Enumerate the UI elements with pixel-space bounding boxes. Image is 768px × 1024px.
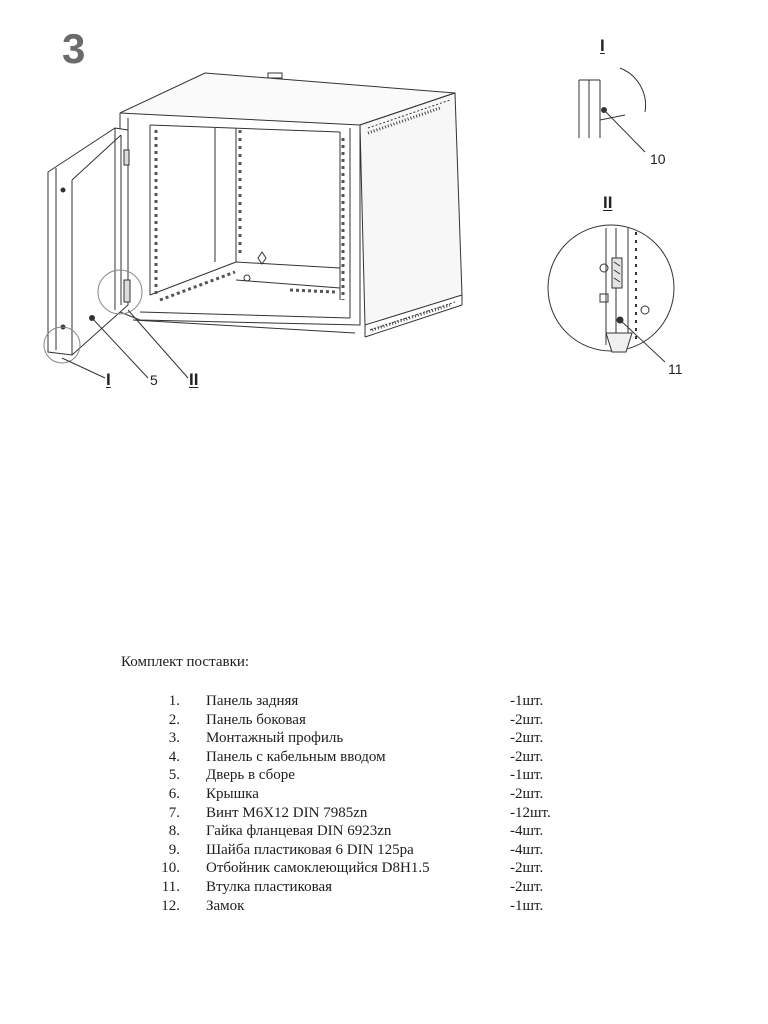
item-name: Шайба пластиковая 6 DIN 125pa (206, 841, 414, 858)
item-quantity: -2шт. (510, 711, 544, 728)
detail-two-ref: II (189, 370, 199, 389)
callout-5: 5 (150, 372, 158, 388)
cabinet-assembly-drawing (0, 0, 768, 420)
item-name: Дверь в сборе (206, 767, 295, 784)
item-number: 10. (161, 860, 180, 877)
item-quantity: -2шт. (510, 730, 544, 747)
item-name: Крышка (206, 785, 259, 802)
detail-two-title: II (603, 193, 613, 212)
item-number: 6. (168, 785, 180, 802)
item-number: 5. (168, 767, 180, 784)
item-quantity: -1шт. (510, 693, 544, 709)
list-item (150, 785, 580, 804)
list-item (150, 711, 580, 730)
item-number: 3. (168, 730, 180, 747)
item-quantity: -2шт. (510, 878, 544, 895)
item-name: Втулка пластиковая (206, 878, 333, 895)
delivery-set-list (150, 692, 580, 915)
item-name: Панель боковая (206, 711, 306, 728)
detail-one-title: I (600, 36, 605, 55)
item-name: Панель с кабельным вводом (206, 748, 386, 765)
item-quantity: -4шт. (510, 841, 544, 858)
item-quantity: -2шт. (510, 748, 544, 765)
item-number: 1. (168, 693, 180, 709)
list-item (150, 822, 580, 841)
item-number: 8. (168, 823, 180, 840)
delivery-set-title: Комплект поставки: (121, 654, 250, 670)
item-name: Монтажный профиль (206, 730, 344, 747)
item-number: 4. (168, 748, 180, 765)
list-item (150, 897, 580, 916)
item-quantity: -4шт. (510, 823, 544, 840)
item-quantity: -12шт. (510, 804, 551, 821)
list-item (150, 766, 580, 785)
callout-11: 11 (668, 361, 683, 377)
step-number: 3 (62, 25, 86, 72)
item-number: 9. (168, 841, 180, 858)
item-number: 12. (161, 897, 180, 914)
item-name: Винт М6Х12 DIN 7985zn (206, 804, 368, 821)
item-quantity: -2шт. (510, 785, 544, 802)
mounting-profile-holes (156, 130, 343, 300)
list-item (150, 692, 580, 711)
item-number: 11. (161, 878, 180, 895)
item-name: Панель задняя (206, 693, 299, 709)
list-item (150, 748, 580, 767)
detail-two-drawing (548, 225, 674, 362)
item-name: Замок (206, 897, 245, 914)
list-item (150, 859, 580, 878)
callout-10: 10 (650, 151, 666, 167)
item-quantity: -1шт. (510, 767, 544, 784)
list-item (150, 841, 580, 860)
item-name: Отбойник самоклеющийся D8H1.5 (206, 860, 430, 877)
detail-one-ref: I (106, 370, 111, 389)
item-name: Гайка фланцевая DIN 6923zn (206, 823, 392, 840)
item-quantity: -1шт. (510, 897, 544, 914)
cabinet-interior (150, 125, 340, 300)
list-item (150, 729, 580, 748)
item-number: 2. (168, 711, 180, 728)
detail-one-drawing (579, 68, 646, 152)
door-assembly (48, 128, 130, 355)
cabinet-side-panel (360, 93, 462, 337)
list-item (150, 878, 580, 897)
item-quantity: -2шт. (510, 860, 544, 877)
item-number: 7. (168, 804, 180, 821)
list-item (150, 804, 580, 823)
